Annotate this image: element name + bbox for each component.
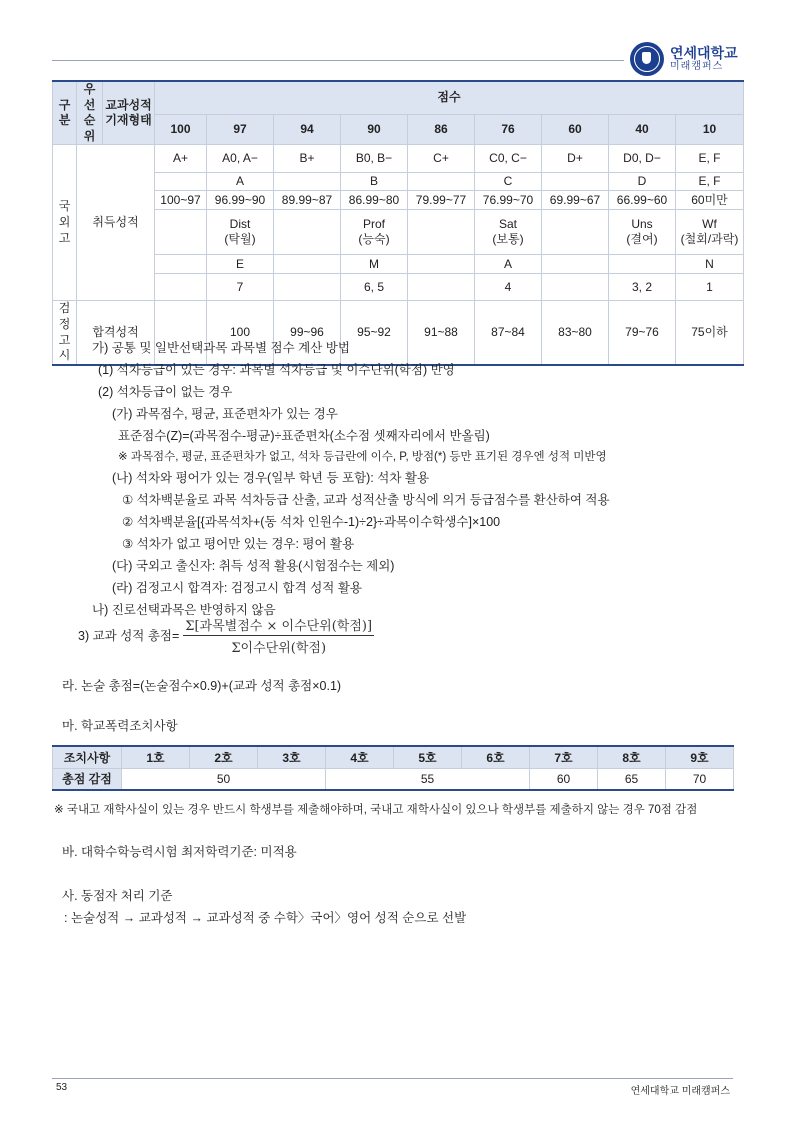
header-measure: 조치사항 [53,746,122,768]
grade-conversion-table [52,80,744,366]
level-cell: 2호 [190,746,258,768]
header-priority: 우선 순위 [77,81,103,145]
deduct-label: 총점 감점 [53,768,122,790]
acquired-label: 취득성적 [77,145,155,301]
ged-score-cell: 87~84 [475,301,542,365]
blank-cell [155,210,207,255]
text-line: ② 석차백분율[{과목석차+(동 석차 인원수-1)÷2}÷과목이수학생수]×100 [122,515,501,529]
level-cell: 4호 [326,746,394,768]
ged-score-cell: 75이하 [676,301,744,365]
score-cell: 86 [408,114,475,144]
num-cell: 6, 5 [341,274,408,301]
blank-cell [274,255,341,274]
letter-cell: E, F [676,145,744,173]
text-line: (2) 석차등급이 없는 경우 [98,385,233,399]
level-cell: 5호 [394,746,462,768]
score-cell: 10 [676,114,744,144]
word-cell: Dist (탁월) [207,210,274,255]
text-line: 표준점수(Z)=(과목점수-평균)÷표준편차(소수점 셋째자리에서 반올림) [118,429,490,443]
text-line: ③ 석차가 없고 평어만 있는 경우: 평어 활용 [122,537,355,551]
abc-cell: C [475,173,542,191]
blank-cell [408,255,475,274]
letter-cell: D+ [542,145,609,173]
text-line: (1) 석차등급이 있는 경우: 과목별 석차등급 및 이수단위(학점) 반영 [98,363,455,377]
range-cell: 86.99~80 [341,191,408,210]
formula-label: 3) 교과 성적 총점= [78,628,180,643]
blank-cell [542,173,609,191]
ged-score-cell: 100 [207,301,274,365]
deduct-cell: 65 [598,768,666,790]
level-cell: 8호 [598,746,666,768]
range-cell: 60미만 [676,191,744,210]
total-score-formula [78,615,374,656]
range-cell: 76.99~70 [475,191,542,210]
ged-score-cell: 79~76 [609,301,676,365]
blank-cell [274,173,341,191]
note-line: ※ 과목점수, 평균, 표준편차가 없고, 석차 등급란에 이수, P, 방점(*) 등만 표기된 경우엔 성적 미반영 [118,451,607,463]
blank-cell [408,274,475,301]
header-category: 구분 [53,81,77,145]
blank-cell [155,255,207,274]
text-line: (라) 검정고시 합격자: 검정고시 합격 성적 활용 [112,581,362,595]
pass-label: 합격성적 [77,301,155,365]
letter-cell: C+ [408,145,475,173]
ged-label: 검정 고시 [53,301,77,365]
abc-cell: D [609,173,676,191]
deduct-cell: 55 [326,768,530,790]
blank-cell [609,255,676,274]
school-violence-table [52,745,734,791]
range-cell: 69.99~67 [542,191,609,210]
abc-cell: E, F [676,173,744,191]
abc-cell: B [341,173,408,191]
ema-cell: A [475,255,542,274]
level-cell: 7호 [530,746,598,768]
text-line: ① 석차백분율로 과목 석차등급 산출, 교과 성적산출 방식에 의거 등급점수를 환산하여 적용 [122,493,610,507]
score-cell: 40 [609,114,676,144]
blank-cell [155,173,207,191]
num-cell: 4 [475,274,542,301]
ged-score-cell: 95~92 [341,301,408,365]
range-cell: 79.99~77 [408,191,475,210]
header-rule [52,60,624,61]
violence-heading: 마. 학교폭력조치사항 [62,719,178,733]
range-cell: 96.99~90 [207,191,274,210]
footer-rule [52,1078,733,1079]
word-cell: Wf (철회/과락) [676,210,744,255]
blank-cell [408,173,475,191]
logo-subtitle: 미래캠퍼스 [670,61,724,73]
score-cell: 60 [542,114,609,144]
ged-score-cell: 83~80 [542,301,609,365]
deduct-cell: 50 [122,768,326,790]
score-cell: 90 [341,114,408,144]
text-line: (다) 국외고 출신자: 취득 성적 활용(시험점수는 제외) [112,559,395,573]
level-cell: 6호 [462,746,530,768]
formula-numerator: Σ[과목별점수 × 이수단위(학점)] [183,615,374,636]
range-cell: 89.99~87 [274,191,341,210]
tiebreak-heading: 사. 동점자 처리 기준 [62,889,173,903]
ged-score-cell: 99~96 [274,301,341,365]
text-line: 나) 진로선택과목은 반영하지 않음 [92,603,276,617]
header-score: 점수 [155,81,744,114]
logo-title: 연세대학교 [670,44,738,61]
blank-cell [274,210,341,255]
ema-cell: N [676,255,744,274]
ema-cell: M [341,255,408,274]
text-line: (나) 석차와 평어가 있는 경우(일부 학년 등 포함): 석차 활용 [112,471,430,485]
num-cell: 3, 2 [609,274,676,301]
abc-cell: A [207,173,274,191]
deduction-note: ※ 국내고 재학사실이 있는 경우 반드시 학생부를 제출해야하며, 국내고 재학사실이 있으나 학생부를 제출하지 않는 경우 70점 감점 [54,804,698,816]
formula-fraction [183,615,374,656]
letter-cell: A0, A− [207,145,274,173]
letter-cell: D0, D− [609,145,676,173]
letter-cell: B+ [274,145,341,173]
essay-total-line: 라. 논술 총점=(논술점수×0.9)+(교과 성적 총점×0.1) [62,679,342,693]
letter-cell: C0, C− [475,145,542,173]
blank-cell [274,274,341,301]
word-cell: Prof (능숙) [341,210,408,255]
score-cell: 94 [274,114,341,144]
num-cell: 1 [676,274,744,301]
domestic-label: 국 외 고 [53,145,77,301]
text-line: (가) 과목점수, 평균, 표준편차가 있는 경우 [112,407,338,421]
page-number: 53 [56,1082,68,1093]
deduct-cell: 70 [666,768,734,790]
formula-denominator: Σ이수단위(학점) [231,641,327,656]
blank-cell [542,255,609,274]
word-cell: Uns (결여) [609,210,676,255]
blank-cell [542,210,609,255]
blank-cell [155,274,207,301]
ged-score-cell: 91~88 [408,301,475,365]
deduct-cell: 60 [530,768,598,790]
blank-cell [542,274,609,301]
ema-cell: E [207,255,274,274]
num-cell: 7 [207,274,274,301]
score-cell: 97 [207,114,274,144]
letter-cell: A+ [155,145,207,173]
university-seal-icon [630,42,664,76]
level-cell: 9호 [666,746,734,768]
csat-line: 바. 대학수학능력시험 최저학력기준: 미적용 [62,845,297,859]
footer-org: 연세대학교 미래캠퍼스 [630,1086,730,1097]
level-cell: 3호 [258,746,326,768]
range-cell: 66.99~60 [609,191,676,210]
word-cell: Sat (보통) [475,210,542,255]
header-format: 교과성적 기재형태 [103,81,155,145]
level-cell: 1호 [122,746,190,768]
letter-cell: B0, B− [341,145,408,173]
range-cell: 100~97 [155,191,207,210]
university-logo [630,42,738,76]
section-heading-common: 가) 공통 및 일반선택과목 과목별 점수 계산 방법 [92,341,350,355]
score-cell: 100 [155,114,207,144]
tiebreak-line: : 논술성적 → 교과성적 → 교과성적 중 수학〉국어〉영어 성적 순으로 선발 [64,911,467,925]
score-cell: 76 [475,114,542,144]
blank-cell [408,210,475,255]
